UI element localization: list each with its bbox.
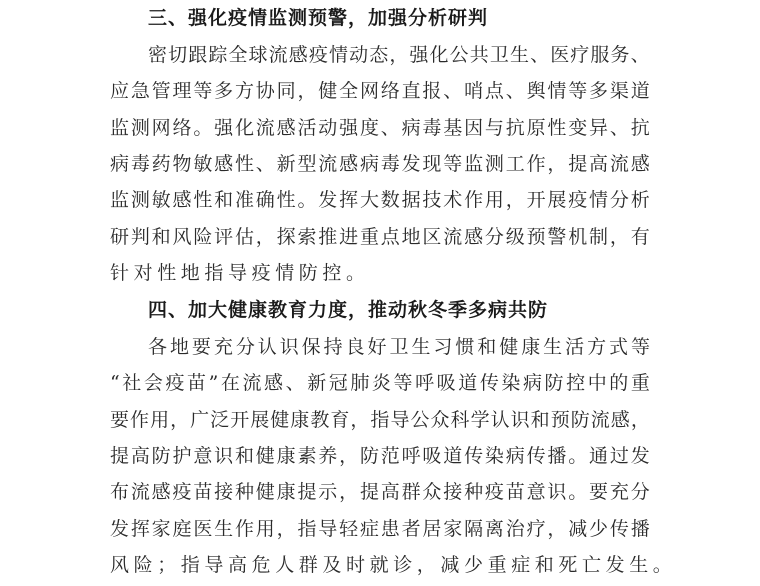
paragraph-line: 发 挥 家 庭 医 生 作 用 ， 指 导 轻 症 患 者 居 家 隔 离 治 疗 ， 减 少 传 播 xyxy=(110,518,650,540)
paragraph-line: 密 切 跟 踪 全 球 流 感 疫 情 动 态 ， 强 化 公 共 卫 生 、 医 疗 服 务 、 xyxy=(148,44,650,66)
paragraph-line: 提 高 防 护 意 识 和 健 康 素 养 ， 防 范 呼 吸 道 传 染 病 传 播 。 通 过 发 xyxy=(110,445,650,467)
paragraph-line: “ 社 会 疫 苗 ” 在 流 感 、 新 冠 肺 炎 等 呼 吸 道 传 染 病 防 控 中 的 重 xyxy=(110,372,650,394)
paragraph-line: 要 作 用 ， 广 泛 开 展 健 康 教 育 ， 指 导 公 众 科 学 认 识 和 预 防 流 感 ， xyxy=(110,409,650,431)
paragraph-line: 监 测 网 络 。 强 化 流 感 活 动 强 度 、 病 毒 基 因 与 抗 原 性 变 异 、 抗 xyxy=(110,117,650,139)
paragraph-line: 监 测 敏 感 性 和 准 确 性 。 发 挥 大 数 据 技 术 作 用 ， 开 展 疫 情 分 析 xyxy=(110,189,650,211)
paragraph-line: 研 判 和 风 险 评 估 ， 探 索 推 进 重 点 地 区 流 感 分 级 预 警 机 制 ， 有 xyxy=(110,226,650,248)
paragraph-line: 应 急 管 理 等 多 方 协 同 ， 健 全 网 络 直 报 、 哨 点 、 舆 情 等 多 渠 道 xyxy=(110,80,650,102)
paragraph-line: 针对性地指导疫情防控。 xyxy=(110,262,370,284)
paragraph-line: 布 流 感 疫 苗 接 种 健 康 提 示 ， 提 高 群 众 接 种 疫 苗 意 识 。 要 充 分 xyxy=(110,481,650,503)
paragraph-line: 各 地 要 充 分 认 识 保 持 良 好 卫 生 习 惯 和 健 康 生 活 方 式 等 xyxy=(148,336,650,358)
paragraph-line: 病 毒 药 物 敏 感 性 、 新 型 流 感 病 毒 发 现 等 监 测 工 作 ， 提 高 流 感 xyxy=(110,153,650,175)
paragraph-line: 风险；指导高危人群及时就诊，减少重症和死亡发生。 xyxy=(110,554,677,576)
section-heading-3: 三、强化疫情监测预警，加强分析研判 xyxy=(148,7,489,29)
section-heading-4: 四、加大健康教育力度，推动秋冬季多病共防 xyxy=(148,299,549,321)
